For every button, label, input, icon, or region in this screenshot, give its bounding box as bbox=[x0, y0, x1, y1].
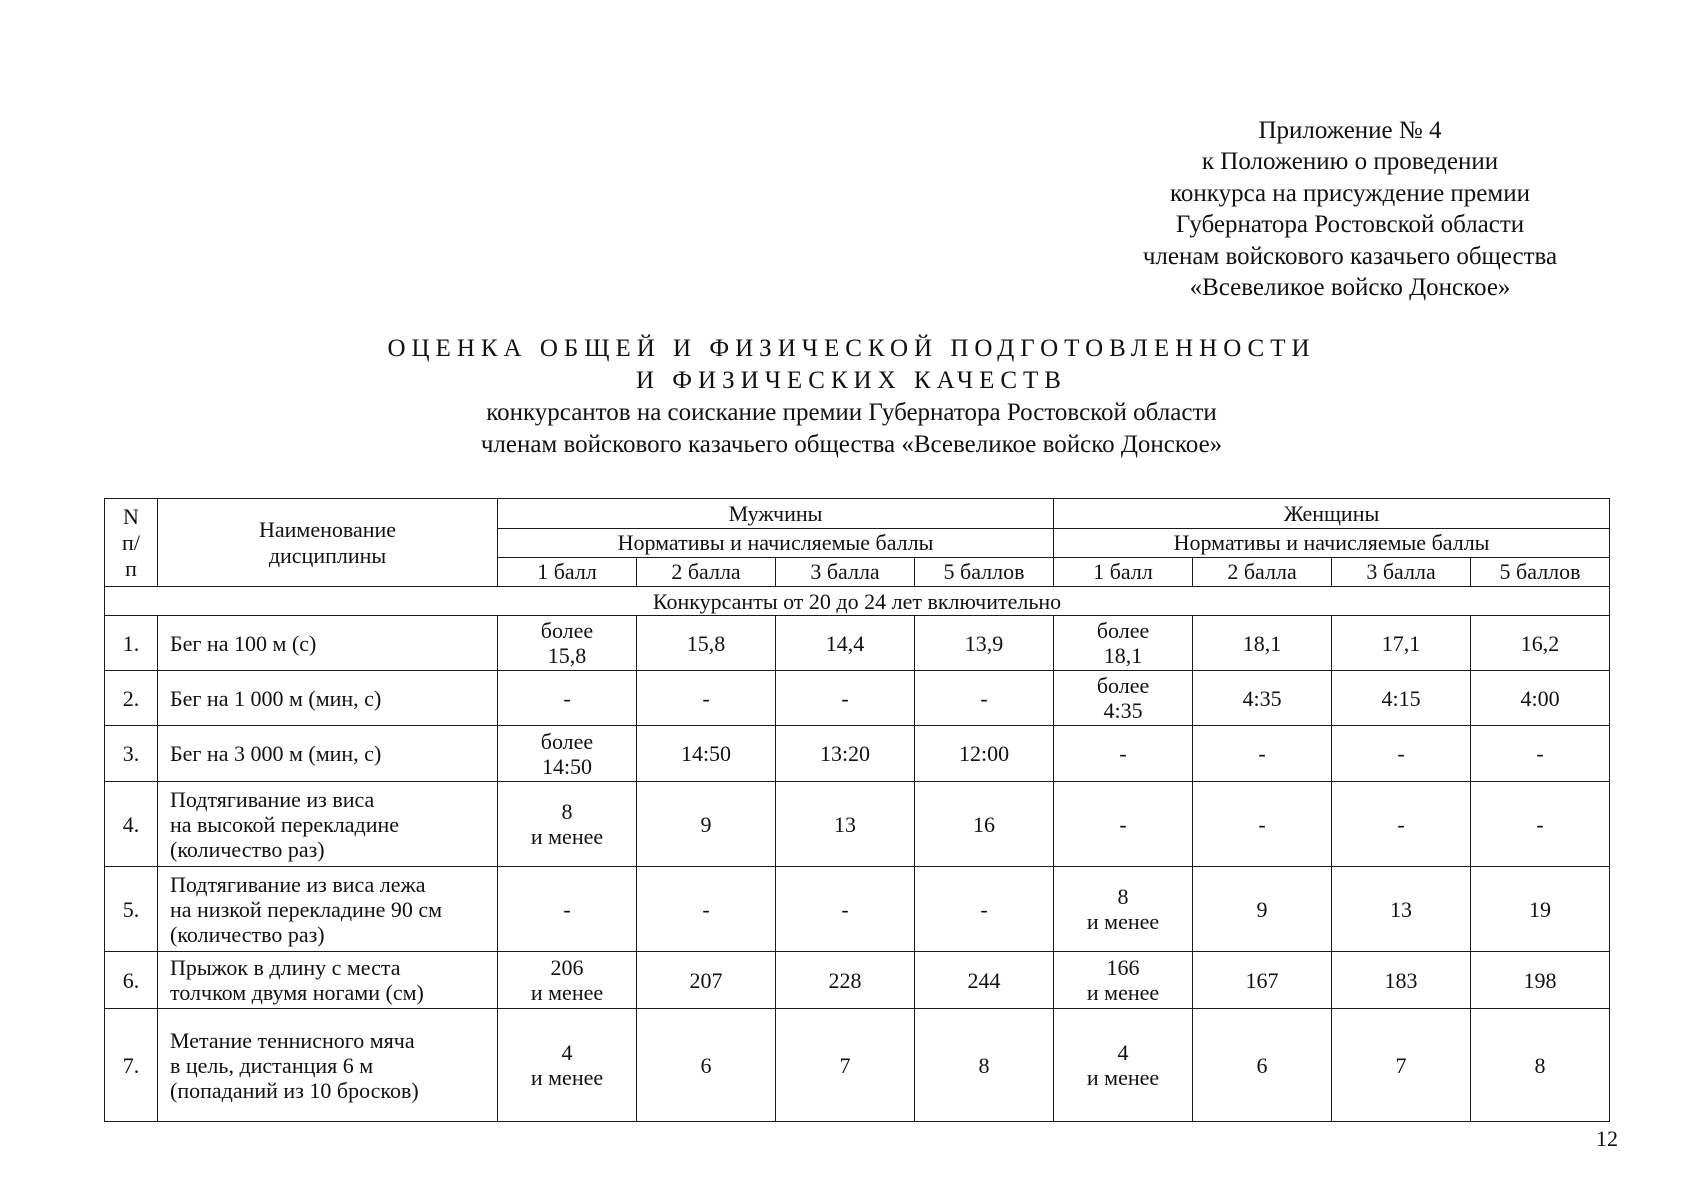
score-cell: 18,1 bbox=[1193, 616, 1332, 671]
table-row bbox=[105, 952, 1610, 1009]
header-men-standards: Нормативы и начисляемые баллы bbox=[498, 529, 1054, 558]
score-cell: - bbox=[1054, 726, 1193, 782]
score-cell: 4:15 bbox=[1332, 671, 1471, 726]
page-number: 12 bbox=[1596, 1126, 1618, 1151]
score-cell: 8 bbox=[915, 1009, 1054, 1122]
score-cell: - bbox=[498, 867, 637, 952]
annex-line: членам войскового казачьего общества bbox=[1142, 242, 1558, 270]
score-cell: 8 и менее bbox=[1054, 867, 1193, 952]
header-number: N п/ п bbox=[105, 499, 158, 587]
table-row bbox=[105, 782, 1610, 867]
score-cell: более 4:35 bbox=[1054, 671, 1193, 726]
table-row bbox=[105, 1009, 1610, 1122]
score-cell: - bbox=[1054, 782, 1193, 867]
score-cell: - bbox=[915, 671, 1054, 726]
score-cell: более 15,8 bbox=[498, 616, 637, 671]
annex-line: «Всевеликое войско Донское» bbox=[1189, 274, 1511, 302]
discipline-name: Метание теннисного мяча в цель, дистанция 6 м (попаданий из 10 бросков) bbox=[158, 1009, 498, 1122]
score-cell: 14,4 bbox=[776, 616, 915, 671]
annex-line: Губернатора Ростовской области bbox=[1175, 211, 1525, 239]
score-cell: 13 bbox=[776, 782, 915, 867]
discipline-name: Подтягивание из виса лежа на низкой перекладине 90 см (количество раз) bbox=[158, 867, 498, 952]
table-row bbox=[105, 616, 1610, 671]
score-cell: 8 bbox=[1471, 1009, 1610, 1122]
header-discipline: Наименование дисциплины bbox=[158, 499, 498, 587]
row-number: 6. bbox=[105, 952, 158, 1009]
score-cell: - bbox=[1471, 726, 1610, 782]
score-cell: 17,1 bbox=[1332, 616, 1471, 671]
score-cell: 13:20 bbox=[776, 726, 915, 782]
score-cell: 207 bbox=[637, 952, 776, 1009]
annex-line: к Положению о проведении bbox=[1201, 148, 1499, 176]
table-row bbox=[105, 726, 1610, 782]
header-women: Женщины bbox=[1054, 499, 1610, 529]
header-score-column: 3 балла bbox=[1332, 558, 1471, 587]
header-score-column: 2 балла bbox=[1193, 558, 1332, 587]
discipline-name: Подтягивание из виса на высокой перекладине (количество раз) bbox=[158, 782, 498, 867]
header-women-standards: Нормативы и начисляемые баллы bbox=[1054, 529, 1610, 558]
score-cell: - bbox=[637, 671, 776, 726]
score-cell: 16 bbox=[915, 782, 1054, 867]
score-cell: 8 и менее bbox=[498, 782, 637, 867]
header-score-column: 1 балл bbox=[498, 558, 637, 587]
score-cell: 12:00 bbox=[915, 726, 1054, 782]
score-cell: - bbox=[776, 867, 915, 952]
header-score-column: 5 баллов bbox=[1471, 558, 1610, 587]
title-line-3: конкурсантов на соискание премии Губернатора Ростовской области bbox=[486, 399, 1217, 426]
row-number: 3. bbox=[105, 726, 158, 782]
row-number: 5. bbox=[105, 867, 158, 952]
score-cell: 166 и менее bbox=[1054, 952, 1193, 1009]
score-cell: - bbox=[776, 671, 915, 726]
row-number: 1. bbox=[105, 616, 158, 671]
score-cell: 4 и менее bbox=[498, 1009, 637, 1122]
score-cell: - bbox=[637, 867, 776, 952]
header-men: Мужчины bbox=[498, 499, 1054, 529]
row-number: 2. bbox=[105, 671, 158, 726]
score-cell: 19 bbox=[1471, 867, 1610, 952]
header-score-column: 1 балл bbox=[1054, 558, 1193, 587]
score-cell: 13 bbox=[1332, 867, 1471, 952]
table-row bbox=[105, 671, 1610, 726]
score-cell: 14:50 bbox=[637, 726, 776, 782]
annex-line: конкурса на присуждение премии bbox=[1170, 179, 1530, 207]
discipline-name: Бег на 100 м (с) bbox=[158, 616, 498, 671]
score-cell: 198 bbox=[1471, 952, 1610, 1009]
score-cell: 4:35 bbox=[1193, 671, 1332, 726]
score-cell: - bbox=[498, 671, 637, 726]
document-title bbox=[104, 333, 1599, 461]
score-cell: - bbox=[1193, 782, 1332, 867]
score-cell: 15,8 bbox=[637, 616, 776, 671]
score-cell: - bbox=[1193, 726, 1332, 782]
header-score-column: 3 балла bbox=[776, 558, 915, 587]
score-cell: 167 bbox=[1193, 952, 1332, 1009]
standards-table bbox=[104, 498, 1610, 1122]
annex-header bbox=[1095, 115, 1605, 303]
score-cell: 7 bbox=[1332, 1009, 1471, 1122]
score-cell: 206 и менее bbox=[498, 952, 637, 1009]
annex-line: Приложение № 4 bbox=[1258, 117, 1442, 144]
group-label: Конкурсанты от 20 до 24 лет включительно bbox=[105, 587, 1610, 616]
score-cell: более 18,1 bbox=[1054, 616, 1193, 671]
score-cell: 9 bbox=[1193, 867, 1332, 952]
title-line-1: ОЦЕНКА ОБЩЕЙ И ФИЗИЧЕСКОЙ ПОДГОТОВЛЕННОСТИ bbox=[387, 335, 1316, 362]
score-cell: 16,2 bbox=[1471, 616, 1610, 671]
score-cell: 6 bbox=[1193, 1009, 1332, 1122]
title-line-2: И ФИЗИЧЕСКИХ КАЧЕСТВ bbox=[636, 367, 1067, 394]
score-cell: - bbox=[1471, 782, 1610, 867]
score-cell: 228 bbox=[776, 952, 915, 1009]
score-cell: 9 bbox=[637, 782, 776, 867]
discipline-name: Бег на 3 000 м (мин, с) bbox=[158, 726, 498, 782]
row-number: 7. bbox=[105, 1009, 158, 1122]
header-score-column: 5 баллов bbox=[915, 558, 1054, 587]
score-cell: - bbox=[1332, 782, 1471, 867]
score-cell: 7 bbox=[776, 1009, 915, 1122]
table-row bbox=[105, 867, 1610, 952]
score-cell: - bbox=[1332, 726, 1471, 782]
score-cell: 4:00 bbox=[1471, 671, 1610, 726]
score-cell: 4 и менее bbox=[1054, 1009, 1193, 1122]
score-cell: 6 bbox=[637, 1009, 776, 1122]
title-line-4: членам войскового казачьего общества «Всевеликое войско Донское» bbox=[480, 431, 1223, 458]
score-cell: 183 bbox=[1332, 952, 1471, 1009]
score-cell: 13,9 bbox=[915, 616, 1054, 671]
score-cell: более 14:50 bbox=[498, 726, 637, 782]
row-number: 4. bbox=[105, 782, 158, 867]
discipline-name: Бег на 1 000 м (мин, с) bbox=[158, 671, 498, 726]
discipline-name: Прыжок в длину с места толчком двумя ногами (см) bbox=[158, 952, 498, 1009]
score-cell: 244 bbox=[915, 952, 1054, 1009]
score-cell: - bbox=[915, 867, 1054, 952]
header-score-column: 2 балла bbox=[637, 558, 776, 587]
